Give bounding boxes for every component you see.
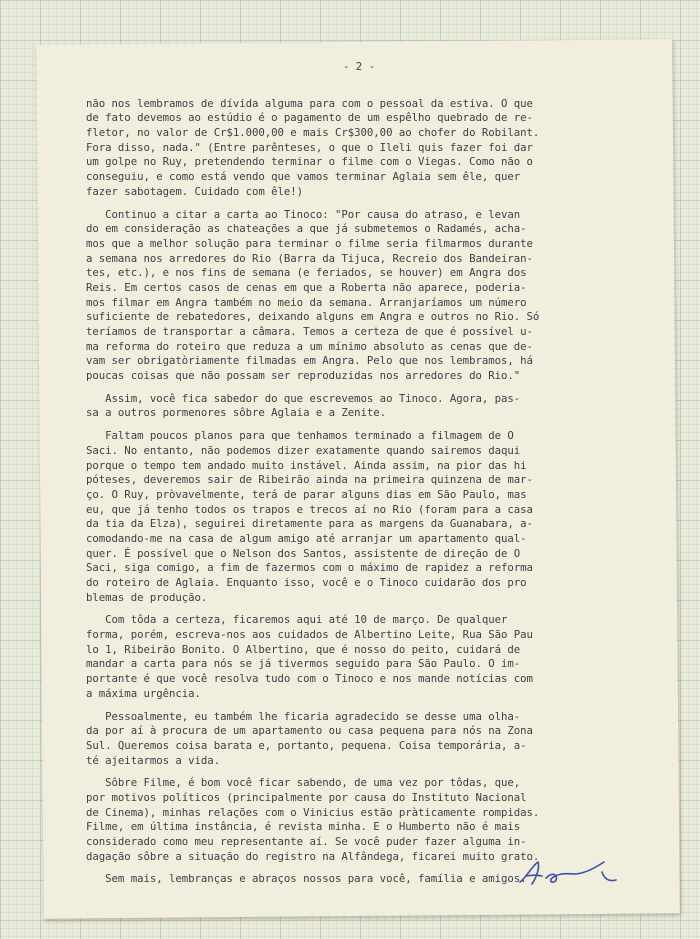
text-line: porque o tempo tem andado muito instável. Ainda assim, na pior das hi xyxy=(86,458,527,472)
paragraph xyxy=(86,429,692,605)
paragraph xyxy=(86,392,692,421)
paragraph xyxy=(86,613,692,701)
paragraph xyxy=(86,97,692,200)
text-line: tes, etc.), e nos fins de semana (e feriados, se houver) em Angra dos xyxy=(86,266,527,280)
text-line: dagação sôbre a situação do registro na Alfândega, ficarei muito grato. xyxy=(86,849,540,863)
text-line: um golpe no Ruy, pretendendo terminar o filme com o Viegas. Como não o xyxy=(86,155,533,169)
paragraph-gap xyxy=(86,768,692,776)
text-line: mandar a carta para nós se já tivermos seguido para São Paulo. O im- xyxy=(86,657,521,671)
text-line: Saci, siga comigo, a fim de fazermos com o máximo de rapidez a reforma xyxy=(86,561,533,575)
text-line: Sôbre Filme, é bom você ficar sabendo, de uma vez por tôdas, que, xyxy=(86,776,521,790)
text-line: Fora disso, nada." (Entre parênteses, o que o Ileli quis fazer foi dar xyxy=(86,140,533,154)
paragraph xyxy=(86,776,692,864)
text-line: por motivos políticos (principalmente por causa do Instituto Nacional xyxy=(86,790,527,804)
text-line: quer. É possível que o Nelson dos Santos, assistente de direção de O xyxy=(86,546,521,560)
text-line: ço. O Ruy, pròvavelmente, terá de parar alguns dias em São Paulo, mas xyxy=(86,487,527,501)
letter-body xyxy=(86,60,692,887)
text-line: poucas coisas que não possam ser reproduzidas nos arredores do Rio." xyxy=(86,369,521,383)
paragraph-gap xyxy=(86,200,692,208)
paragraph-gap xyxy=(86,605,692,613)
text-line: Faltam poucos planos para que tenhamos terminado a filmagem de O xyxy=(86,429,514,443)
text-line: fazer sabotagem. Cuidado com êle!) xyxy=(86,184,304,198)
text-line: a máxima urgência. xyxy=(86,686,201,700)
text-line: do em consideração as chateações a que já submetemos o Radamés, acha- xyxy=(86,222,527,236)
paragraph xyxy=(86,208,692,384)
text-line: da por aí à procura de um apartamento ou casa pequena para nós na Zona xyxy=(86,724,533,738)
text-line: conseguiu, e como está vendo que vamos terminar Aglaia sem êle, quer xyxy=(86,170,521,184)
text-line: Pessoalmente, eu também lhe ficaria agradecido se desse uma olha- xyxy=(86,709,521,723)
text-line: lo 1, Ribeirão Bonito. O Albertino, que é nosso do peito, cuidará de xyxy=(86,642,521,656)
text-line: da tia da Elza), seguirei diretamente para as margens da Guanabara, a- xyxy=(86,517,533,531)
text-line: Continuo a citar a carta ao Tinoco: "Por causa do atraso, e levan xyxy=(86,207,521,221)
text-line: eu, que já tenho todos os trapos e trecos aí no Rio (foram para a casa xyxy=(86,502,533,516)
text-line: mos filmar em Angra também no meio da semana. Arranjaríamos um número xyxy=(86,295,527,309)
paragraph xyxy=(86,710,692,769)
handwritten-signature xyxy=(512,856,622,890)
text-line: portante é que você resolva tudo com o Tinoco e nos mande notícias com xyxy=(86,672,533,686)
text-line: de Cinema), minhas relações com o Vinicius estão pràticamente rompidas. xyxy=(86,805,540,819)
text-line: não nos lembramos de dívida alguma para com o pessoal da estiva. O que xyxy=(86,96,533,110)
text-line: fletor, no valor de Cr$1.000,00 e mais Cr$300,00 ao chofer do Robilant. xyxy=(86,126,540,140)
text-line: Com tôda a certeza, ficaremos aqui até 10 de março. De qualquer xyxy=(86,613,508,627)
text-line: considerado como meu representante aí. Se você puder fazer alguma in- xyxy=(86,835,527,849)
text-line: blemas de produção. xyxy=(86,590,208,604)
text-line: comodando-me na casa de algum amigo até arranjar um apartamento qual- xyxy=(86,531,527,545)
text-line: de fato devemos ao estúdio é o pagamento de um espêlho quebrado de re- xyxy=(86,111,533,125)
text-line: Assim, você fica sabedor do que escrevemos ao Tinoco. Agora, pas- xyxy=(86,391,521,405)
paragraph-gap xyxy=(86,421,692,429)
text-line: teríamos de transportar a câmara. Temos a certeza de que é possível u- xyxy=(86,325,533,339)
text-line: forma, porém, escreva-nos aos cuidados de Albertino Leite, Rua São Pau xyxy=(86,628,533,642)
text-line: Sem mais, lembranças e abraços nossos para você, família e amigos. xyxy=(86,872,527,886)
paragraph-gap xyxy=(86,384,692,392)
text-line: Filme, em última instância, é revista minha. E o Humberto não é mais xyxy=(86,820,521,834)
text-line: Sul. Queremos coisa barata e, portanto, pequena. Coisa temporária, a- xyxy=(86,738,527,752)
paragraphs-container xyxy=(86,97,692,887)
text-line: té ajeitarmos a vida. xyxy=(86,753,221,767)
paragraph-gap xyxy=(86,702,692,710)
text-line: suficiente de rebatedores, deixando alguns em Angra e outros no Rio. Só xyxy=(86,310,540,324)
text-line: mos que a melhor solução para terminar o filme seria filmarmos durante xyxy=(86,236,533,250)
text-line: ma reforma do roteiro que reduza a um mínimo absoluto as cenas que de- xyxy=(86,339,533,353)
text-line: do roteiro de Aglaia. Enquanto isso, você e o Tinoco cuidarão dos pro xyxy=(86,576,527,590)
text-line: Reis. Em certos casos de cenas em que a Roberta não aparece, poderia- xyxy=(86,280,527,294)
text-line: vam ser obrigatòriamente filmadas em Angra. Pelo que nos lembramos, há xyxy=(86,354,533,368)
text-line: a semana nos arredores do Rio (Barra da Tijuca, Recreio dos Bandeiran- xyxy=(86,251,533,265)
text-line: Saci. No entanto, não podemos dizer exatamente quando sairemos daqui xyxy=(86,443,521,457)
page-number: - 2 - xyxy=(343,60,375,73)
text-line: sa a outros pormenores sôbre Aglaia e a Zenite. xyxy=(86,406,387,420)
text-line: póteses, deveremos sair de Ribeirão ainda na primeira quinzena de mar- xyxy=(86,473,533,487)
